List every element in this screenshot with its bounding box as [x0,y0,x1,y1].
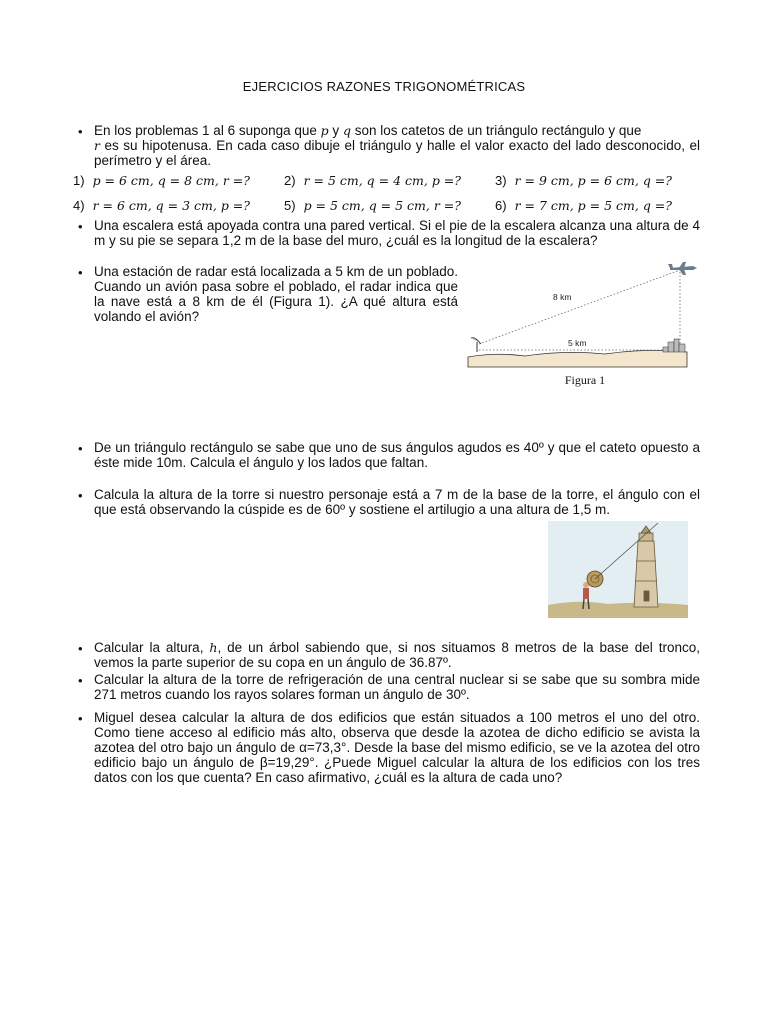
exercise-2-expr: r = 5 cm, q = 4 cm, p =? [303,173,461,188]
cooling-tower-problem: Calcular la altura de la torre de refrigeración de una central nuclear si se sabe que su sombra mide 271 metros cuando los rayos solares forman un ángulo de 30º. [94,672,700,702]
exercise-5-expr: p = 5 cm, q = 5 cm, r =? [303,198,461,213]
intro-text-1: En los problemas 1 al 6 suponga que [94,123,321,138]
bullet-radar: • [78,265,83,280]
ground-strip [468,350,687,367]
exercise-6-number: 6) [495,198,507,213]
triangle-problem: De un triángulo rectángulo se sabe que uno de sus ángulos agudos es 40º y que el cateto opuesto a éste mide 10m. Calcula el ángulo y los lados que faltan. [94,440,700,470]
hypotenuse-label: 8 km [553,292,572,302]
exercise-5-number: 5) [284,198,296,213]
intro-paragraph [94,123,700,168]
hypotenuse-line [479,270,680,344]
bullet-ladder: • [78,219,83,234]
var-r: r [94,138,100,153]
exercise-4-expr: r = 6 cm, q = 3 cm, p =? [92,198,250,213]
tower-illustration [548,521,688,618]
exercise-1 [73,173,250,188]
exercise-4 [73,198,250,213]
bullet-triangle: • [78,441,83,456]
radar-problem: Una estación de radar está localizada a 5 km de un poblado. Cuando un avión pasa sobre el poblado, el radar indica que la nave está a 8 km de él (Figura 1). ¿A qué altura está volando el avión? [94,264,458,324]
bullet-intro: • [78,124,83,139]
bullet-tree: • [78,641,83,656]
buildings-problem: Miguel desea calcular la altura de dos edificios que están situados a 100 metros el uno del otro. Como tiene acceso al edificio más alto, observa que desde la azotea de dicho edificio se avista la azotea del otro bajo un ángulo de α=73,3°. Desde la base del mismo edificio, se ve la azotea del otro edificio bajo un ángulo de β=19,29°. ¿Puede Miguel calcular la altura de los edificios con los tres datos con los que cuenta? En caso afirmativo, ¿cuál es la altura de cada uno? [94,710,700,785]
village-buildings-icon [663,339,685,352]
var-q: q [342,123,351,138]
var-h: h [209,640,218,655]
var-p: p [320,123,329,138]
airplane-icon [668,262,697,275]
bullet-cooling: • [78,673,83,688]
exercise-5 [284,198,461,213]
exercise-3 [495,173,672,188]
tree-text-2: , de un árbol sabiendo que, si nos situamos 8 metros de la base del tronco, vemos la parte superior de su copa en un ángulo de 36.87º. [94,640,700,670]
ground-hill [548,602,688,618]
exercise-4-number: 4) [73,198,85,213]
page-title: EJERCICIOS RAZONES TRIGONOMÉTRICAS [242,79,526,94]
bullet-tower: • [78,488,83,503]
bullet-buildings: • [78,711,83,726]
intro-text-3: es su hipotenusa. En cada caso dibuje el triángulo y halle el valor exacto del lado desconocido, el perímetro y el área. [94,138,700,168]
tree-problem [94,640,700,670]
exercise-6-expr: r = 7 cm, p = 5 cm, q =? [514,198,672,213]
figure-1-caption: Figura 1 [564,373,606,387]
exercise-1-number: 1) [73,173,85,188]
tree-text-1: Calcular la altura, [94,640,210,655]
exercise-2 [284,173,461,188]
intro-text-y: y [328,123,343,138]
exercise-6 [495,198,672,213]
exercise-2-number: 2) [284,173,296,188]
exercise-1-expr: p = 6 cm, q = 8 cm, r =? [92,173,250,188]
exercise-3-expr: r = 9 cm, p = 6 cm, q =? [514,173,672,188]
base-label: 5 km [568,338,587,348]
ladder-problem: Una escalera está apoyada contra una pared vertical. Si el pie de la escalera alcanza una altura de 4 m y su pie se separa 1,2 m de la base del muro, ¿cuál es la longitud de la escalera? [94,218,700,248]
tower-problem: Calcula la altura de la torre si nuestro personaje está a 7 m de la base de la torre, el ángulo con el que está observando la cúspide es de 60º y sostiene el artilugio a una altura de 1,5 m. [94,487,700,517]
intro-text-2: son los catetos de un triángulo rectángulo y que [350,123,642,138]
exercise-3-number: 3) [495,173,507,188]
